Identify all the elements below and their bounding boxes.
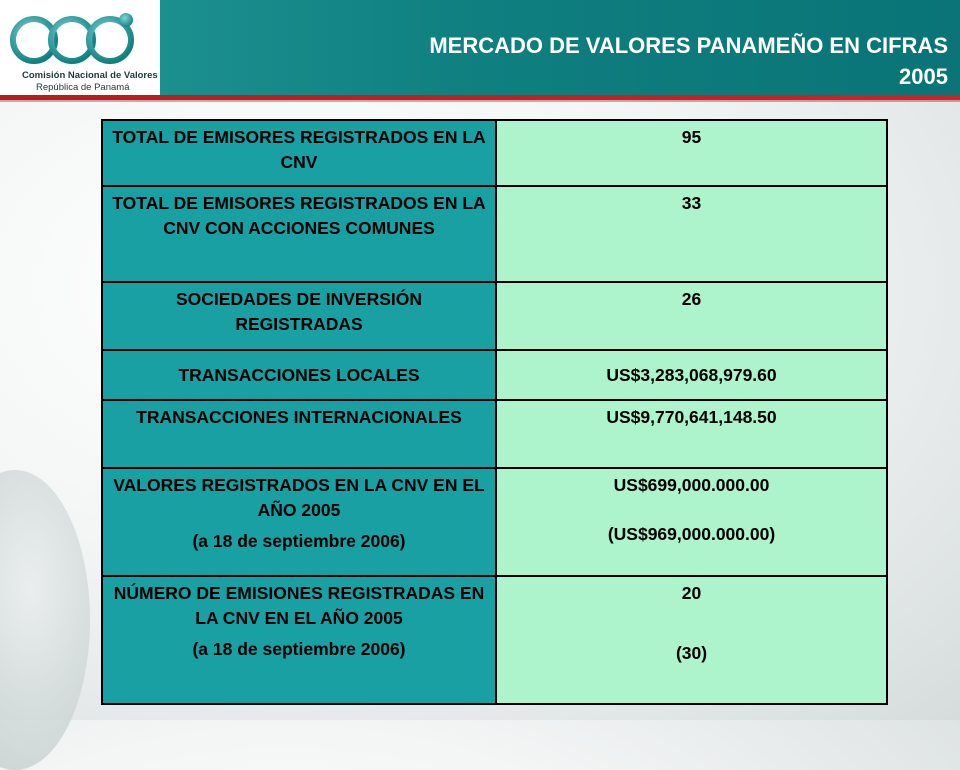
table-row <box>102 120 887 186</box>
cnv-logo <box>6 8 156 92</box>
table-row <box>102 350 887 400</box>
page-title-line2: 2005 <box>899 64 948 89</box>
page-title <box>429 30 948 92</box>
row-label: TRANSACCIONES LOCALES <box>102 350 496 400</box>
row-value-text: US$699,000.000.00 <box>613 475 770 495</box>
row-label: TOTAL DE EMISORES REGISTRADOS EN LA CNV <box>102 120 496 186</box>
table-row <box>102 468 887 576</box>
row-value: US$3,283,068,979.60 <box>496 350 887 400</box>
table-row <box>102 282 887 350</box>
row-value: 95 <box>496 120 887 186</box>
row-value <box>496 468 887 576</box>
table-row <box>102 400 887 468</box>
header <box>0 0 960 97</box>
header-divider-shadow <box>0 100 960 102</box>
row-label-text: VALORES REGISTRADOS EN LA CNV EN EL AÑO 2005 <box>113 475 485 520</box>
row-label-text: NÚMERO DE EMISIONES REGISTRADAS EN LA CNV EN EL AÑO 2005 <box>113 583 485 628</box>
row-value-note: (30) <box>675 643 708 663</box>
spacer <box>505 606 878 641</box>
row-value-note: (US$969,000.000.00) <box>607 524 776 544</box>
row-label <box>102 468 496 576</box>
row-label: SOCIEDADES DE INVERSIÓN REGISTRADAS <box>102 282 496 350</box>
statistics-table <box>101 119 888 705</box>
row-label: TOTAL DE EMISORES REGISTRADOS EN LA CNV CON ACCIONES COMUNES <box>102 186 496 282</box>
row-label: TRANSACCIONES INTERNACIONALES <box>102 400 496 468</box>
logo-title: Comisión Nacional de Valores <box>22 70 158 81</box>
table-row <box>102 576 887 704</box>
logo-circles-icon <box>6 8 156 68</box>
spacer <box>505 498 878 522</box>
row-label-note: (a 18 de septiembre 2006) <box>192 639 406 659</box>
page-title-line1: MERCADO DE VALORES PANAMEÑO EN CIFRAS <box>429 33 948 58</box>
row-label <box>102 576 496 704</box>
row-value: 33 <box>496 186 887 282</box>
row-value-text: 20 <box>681 583 702 603</box>
row-value: 26 <box>496 282 887 350</box>
row-label-note: (a 18 de septiembre 2006) <box>192 531 406 551</box>
row-value: US$9,770,641,148.50 <box>496 400 887 468</box>
decorative-circle <box>0 470 90 770</box>
logo-subtitle: República de Panamá <box>36 82 130 93</box>
table-row <box>102 186 887 282</box>
row-value <box>496 576 887 704</box>
